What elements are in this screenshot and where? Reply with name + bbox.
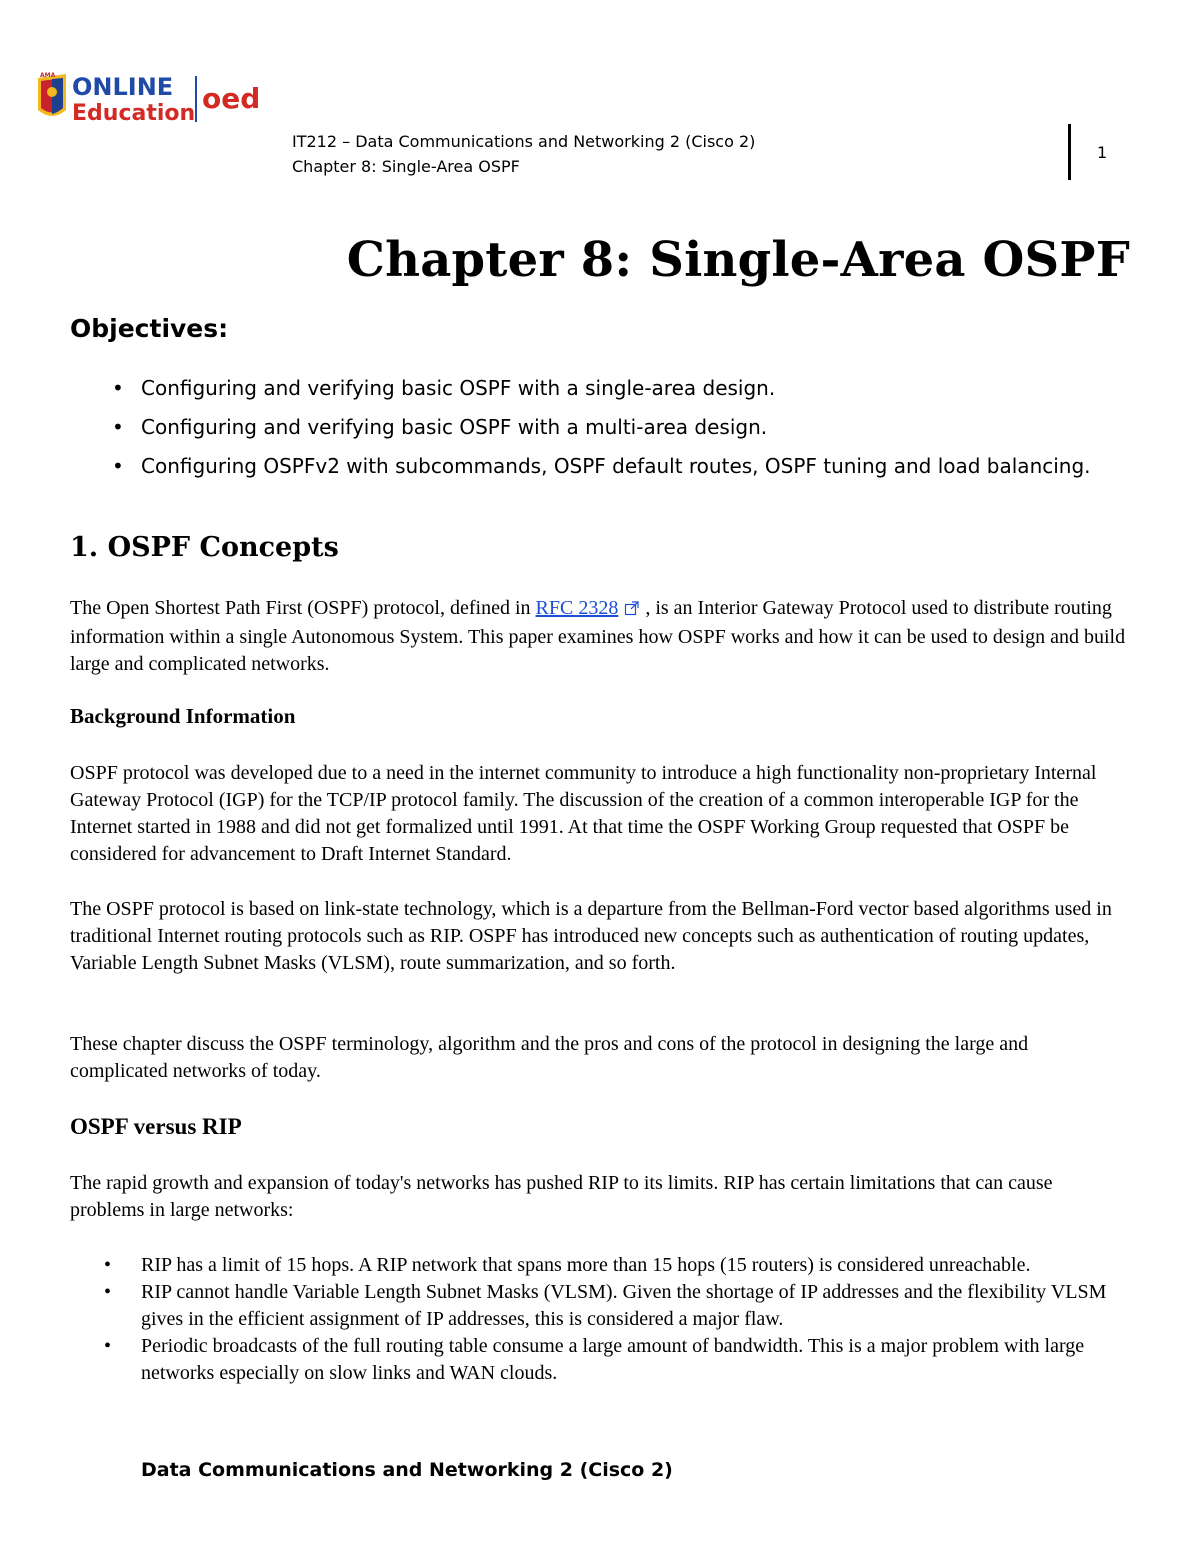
bullet-icon: • (112, 454, 124, 478)
objectives-heading: Objectives: (70, 314, 229, 343)
logo-graphic (36, 70, 276, 130)
header-divider (1068, 124, 1071, 180)
bullet-icon: • (104, 1254, 112, 1276)
list-item (70, 1333, 1130, 1387)
svg-text:AMA: AMA (40, 72, 56, 79)
list-item (70, 370, 1130, 406)
background-paragraph-3: These chapter discuss the OSPF terminology, algorithm and the pros and cons of the protocol in designing the large and complicated networks of today. (70, 1033, 1029, 1082)
rfc-2328-link[interactable]: RFC 2328 (535, 597, 619, 619)
chapter-line: Chapter 8: Single-Area OSPF (292, 157, 520, 176)
objectives-list (70, 370, 1130, 487)
objective-text: Configuring and verifying basic OSPF with a multi-area design. (141, 415, 768, 439)
objective-text: Configuring OSPFv2 with subcommands, OSPF default routes, OSPF tuning and load balancing. (141, 454, 1091, 478)
list-item (70, 1279, 1130, 1333)
chapter-title: Chapter 8: Single-Area OSPF (346, 232, 1130, 288)
bullet-icon: • (104, 1335, 112, 1357)
list-item (70, 409, 1130, 445)
background-paragraph-1: OSPF protocol was developed due to a need in the internet community to introduce a high functionality non-proprietary Internal Gateway Protocol (IGP) for the TCP/IP protocol family. The discussion of the creation of a common interoperable IGP for the Internet started in 1988 and did not get formalized until 1991. At that time the OSPF Working Group requested that OSPF be considered for advancement to Draft Internet Standard. (70, 762, 1097, 865)
versus-heading: OSPF versus RIP (70, 1114, 242, 1139)
intro-text-after: , is an Interior Gateway Protocol used to distribute routing information within a single Autonomous System. This paper examines how OSPF works and how it can be used to design and build large and complicated networks. (70, 597, 1126, 675)
background-paragraph-2: The OSPF protocol is based on link-state technology, which is a departure from the Bellman-Ford vector based algorithms used in traditional Internet routing protocols such as RIP. OSPF has introduced new concepts such as authentication of routing updates, Variable Length Subnet Masks (VLSM), route summarization, and so forth. (70, 898, 1112, 974)
bullet-icon: • (104, 1281, 112, 1303)
svg-text:Education: Education (72, 101, 196, 126)
online-education-logo (36, 70, 276, 130)
course-line: IT212 – Data Communications and Networking 2 (Cisco 2) (292, 132, 756, 151)
intro-text-before: The Open Shortest Path First (OSPF) protocol, defined in (70, 597, 536, 619)
intro-paragraph (70, 595, 1130, 678)
svg-text:ONLINE: ONLINE (72, 73, 174, 101)
background-heading: Background Information (70, 704, 296, 728)
bullet-icon: • (112, 376, 124, 400)
limitation-text: RIP has a limit of 15 hops. A RIP network that spans more than 15 hops (15 routers) is considered unreachable. (141, 1254, 1031, 1276)
footer-title: Data Communications and Networking 2 (Cisco 2) (141, 1459, 673, 1481)
rip-limitations-list (70, 1252, 1130, 1387)
svg-text:oed: oed (202, 82, 261, 115)
limitation-text: RIP cannot handle Variable Length Subnet Masks (VLSM). Given the shortage of IP addresses and the flexibility VLSM gives in the efficient assignment of IP addresses, this is considered a major flaw. (141, 1281, 1107, 1330)
limitation-text: Periodic broadcasts of the full routing table consume a large amount of bandwidth. This is a major problem with large networks especially on slow links and WAN clouds. (141, 1335, 1085, 1384)
objective-text: Configuring and verifying basic OSPF with a single-area design. (141, 376, 776, 400)
bullet-icon: • (112, 415, 124, 439)
list-item (70, 448, 1130, 484)
page-header (292, 129, 755, 179)
versus-paragraph: The rapid growth and expansion of today's networks has pushed RIP to its limits. RIP has certain limitations that can cause problems in large networks: (70, 1172, 1053, 1221)
external-link-icon[interactable] (624, 597, 640, 624)
section-heading: 1. OSPF Concepts (70, 532, 339, 563)
page-number: 1 (1097, 143, 1108, 162)
list-item (70, 1252, 1130, 1279)
